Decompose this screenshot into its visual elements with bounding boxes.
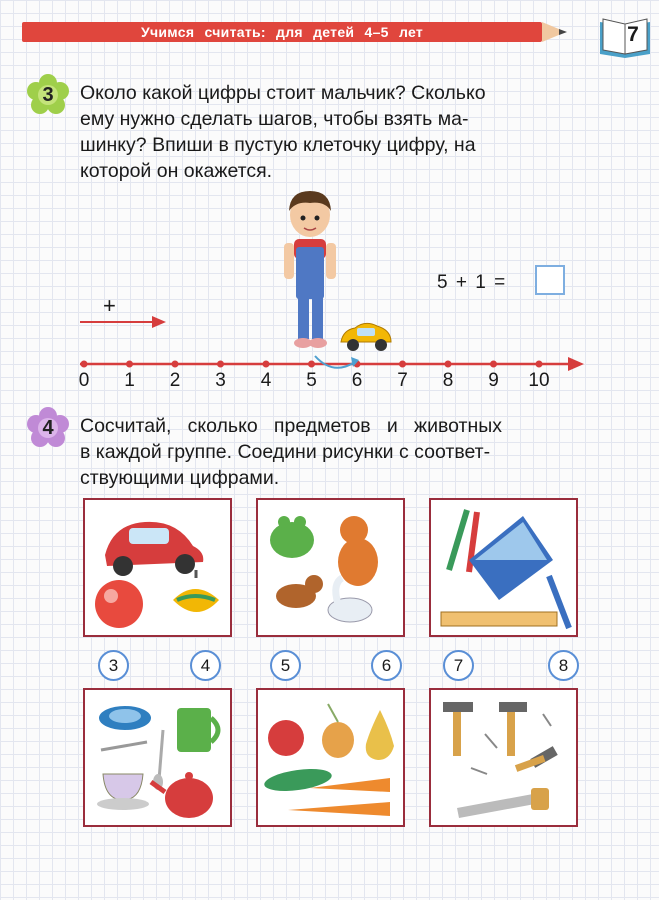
- answer-box[interactable]: [535, 265, 565, 295]
- equation: 5 + 1 =: [437, 272, 506, 293]
- task-4-number: 4: [42, 417, 54, 439]
- hammer-icon: [499, 702, 527, 756]
- picture-box-animals[interactable]: [256, 498, 405, 637]
- tick-label: 4: [260, 370, 272, 391]
- task-3-line: ему нужно сделать шагов, чтобы взять ма-: [80, 108, 469, 130]
- number-circle[interactable]: 6: [371, 650, 402, 681]
- mug-icon: [177, 708, 218, 752]
- plus-sign: +: [103, 293, 116, 318]
- task-4-text: [80, 413, 590, 491]
- spinning-top-icon: [173, 570, 219, 612]
- picture-box-tools[interactable]: [429, 688, 578, 827]
- book-icon: [469, 516, 553, 600]
- number-circle[interactable]: 4: [190, 650, 221, 681]
- tick-label: 7: [397, 370, 408, 391]
- cat-icon: [338, 516, 378, 586]
- car-icon: [105, 522, 203, 576]
- dog-icon: [276, 575, 323, 608]
- cup-icon: [97, 774, 149, 810]
- picture-box-vegetables[interactable]: [256, 688, 405, 827]
- tick-label: 6: [351, 370, 363, 391]
- header-banner: [22, 22, 542, 42]
- tick-label: 9: [488, 370, 499, 391]
- tick-label: 0: [78, 370, 90, 391]
- tools-illustration: [431, 690, 576, 825]
- task-3-number: 3: [42, 84, 54, 106]
- task-4-badge: [27, 407, 69, 449]
- frog-icon: [270, 516, 314, 558]
- task-4-line: в каждой группе. Соедини рисунки с соответ-: [80, 441, 491, 463]
- vegetables-illustration: [258, 690, 403, 825]
- number-circle[interactable]: 7: [443, 650, 474, 681]
- picture-box-toys[interactable]: [83, 498, 232, 637]
- toys-illustration: [85, 500, 230, 635]
- picture-box-school-supplies[interactable]: [429, 498, 578, 637]
- header-title: Учимся считать: для детей 4–5 лет: [140, 24, 424, 40]
- saw-icon: [457, 788, 549, 818]
- task-3-line: шинку? Впиши в пустую клеточку цифру, на: [80, 134, 476, 156]
- onion-icon: [322, 704, 354, 758]
- task-3-line: которой он окажется.: [80, 160, 273, 182]
- hammer-icon: [443, 702, 473, 756]
- page-number: 7: [627, 23, 639, 46]
- tomato-icon: [268, 720, 304, 756]
- school-supplies-illustration: [431, 500, 576, 635]
- spoon-icon: [153, 730, 163, 790]
- task-4-line: ствующими цифрами.: [80, 467, 280, 489]
- direction-arrow-icon: [80, 315, 166, 329]
- pear-icon: [366, 710, 394, 760]
- task-3-line: Около какой цифры стоит мальчик? Сколько: [80, 82, 486, 104]
- tick-label: 10: [528, 370, 550, 391]
- task-3-badge: [27, 74, 69, 116]
- animals-illustration: [258, 500, 403, 635]
- number-circle[interactable]: 5: [270, 650, 301, 681]
- tick-label: 2: [169, 370, 181, 391]
- hammer-icon: [515, 746, 558, 772]
- task-3-text: [80, 80, 580, 184]
- picture-box-dishes[interactable]: [83, 688, 232, 827]
- goose-icon: [328, 578, 372, 622]
- tick-label: 3: [215, 370, 226, 391]
- plate-icon: [99, 706, 151, 730]
- dishes-illustration: [85, 690, 230, 825]
- toy-car-icon: [337, 318, 395, 356]
- ruler-icon: [441, 612, 557, 626]
- fork-icon: [101, 742, 147, 750]
- tick-label: 1: [124, 370, 135, 391]
- number-circle[interactable]: 8: [548, 650, 579, 681]
- number-circle[interactable]: 3: [98, 650, 129, 681]
- ball-icon: [95, 580, 143, 628]
- tick-label: 8: [442, 370, 454, 391]
- task-4-line: Сосчитай, сколько предметов и животных: [80, 415, 503, 437]
- tick-label: 5: [306, 370, 317, 391]
- pencil-lead-decoration: [559, 29, 567, 35]
- cucumber-icon: [263, 765, 333, 794]
